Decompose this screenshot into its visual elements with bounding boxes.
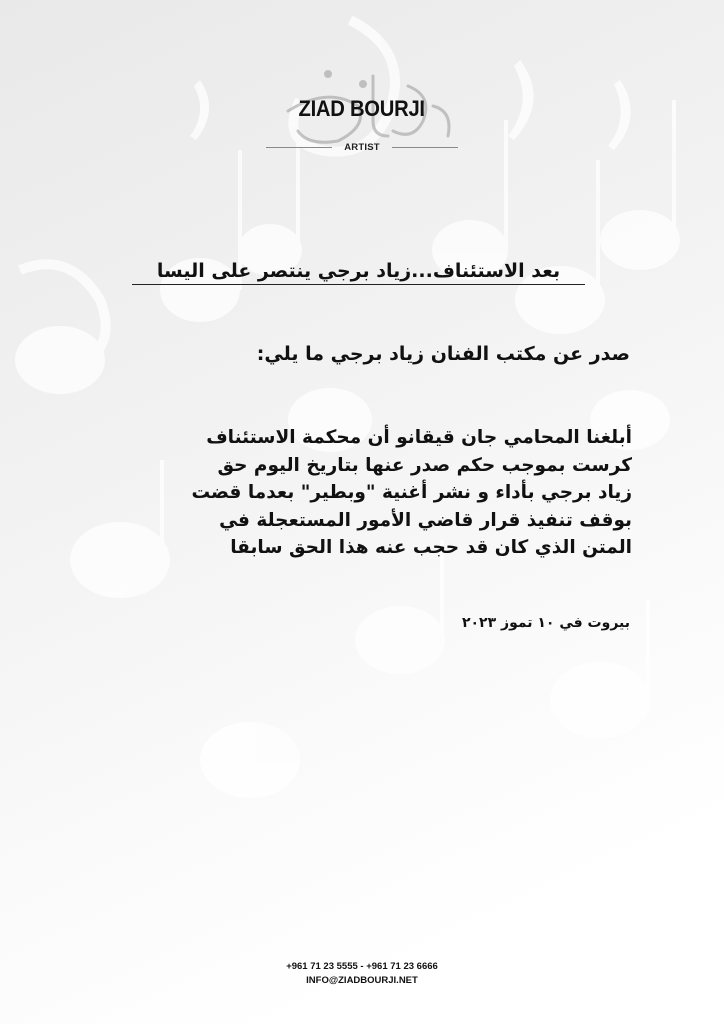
body-line: زياد برجي بأداء و نشر أغنية "وبطير" بعدما قضت — [191, 482, 632, 503]
body-line: المتن الذي كان قد حجب عنه هذا الحق سابقا — [230, 537, 632, 558]
contact-footer — [0, 960, 724, 988]
body-line: كرست بموجب حكم صدر عنها بتاريخ اليوم حق — [217, 454, 632, 476]
body-line: أبلغنا المحامي جان قيقانو أن محكمة الاستئناف — [206, 427, 632, 448]
body-line: بوقف تنفيذ قرار قاضي الأمور المستعجلة في — [219, 509, 632, 531]
email-address: INFO@ZIADBOURJI.NET — [306, 975, 418, 986]
artist-title: ARTIST — [344, 142, 380, 153]
intro-line: صدر عن مكتب الفنان زياد برجي ما يلي: — [256, 343, 630, 365]
date-line: بيروت في ١٠ تموز ٢٠٢٣ — [461, 615, 630, 631]
headline: بعد الاستئناف...زياد برجي ينتصر على اليسا — [132, 260, 585, 285]
artist-title-row — [266, 142, 458, 153]
statement-body — [86, 424, 632, 562]
letterhead — [0, 96, 724, 122]
left-divider — [266, 147, 332, 148]
phone-numbers: +961 71 23 5555 - +961 71 23 6666 — [286, 961, 438, 972]
artist-name: ZIAD BOURJI — [298, 96, 426, 121]
right-divider — [392, 147, 458, 148]
